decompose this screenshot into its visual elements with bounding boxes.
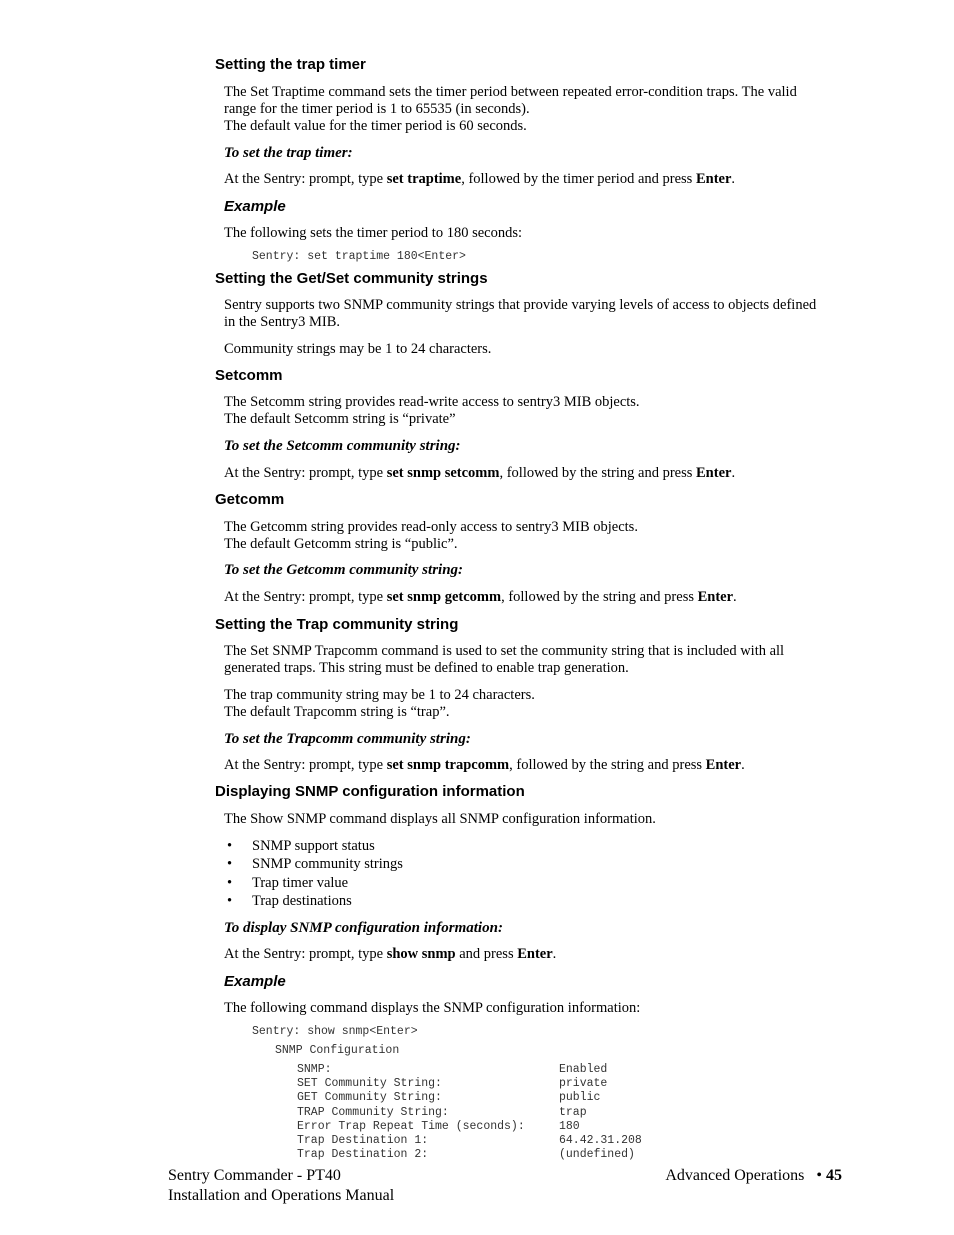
config-label: TRAP Community String: (297, 1105, 449, 1119)
paragraph-trapcomm-length: The trap community string may be 1 to 24 characters. (224, 687, 535, 703)
paragraph-traptime-line2: range for the timer period is 1 to 65535 (in seconds). (224, 101, 530, 117)
instruction-set-snmp-trapcomm: At the Sentry: prompt, type set snmp trapcomm, followed by the string and press Enter. (224, 757, 745, 773)
footer-product-name: Sentry Commander - PT40 (168, 1167, 341, 1184)
config-value: trap (559, 1105, 587, 1119)
code-snmp-config-title: SNMP Configuration (275, 1044, 400, 1057)
paragraph-community-line1: Sentry supports two SNMP community strings that provide varying levels of access to objects defined (224, 297, 817, 313)
heading-getcomm: Getcomm (215, 491, 285, 508)
command-set-snmp-trapcomm: set snmp trapcomm (386, 757, 510, 773)
heading-trap-community: Setting the Trap community string (215, 616, 459, 633)
table-row (297, 1106, 642, 1120)
config-value: Enabled (559, 1063, 608, 1076)
procedure-heading-getcomm: To set the Getcomm community string: (224, 562, 464, 578)
command-show-snmp: show snmp (386, 946, 456, 962)
instruction-set-traptime: At the Sentry: prompt, type set traptime, followed by the timer period and press Enter. (224, 171, 736, 187)
heading-trap-timer: Setting the trap timer (215, 56, 366, 73)
command-set-snmp-setcomm: set snmp setcomm (386, 465, 500, 481)
config-label: Error Trap Repeat Time (seconds): (297, 1119, 525, 1133)
paragraph-setcomm-line2: The default Setcomm string is “private” (224, 411, 456, 427)
config-value: 180 (559, 1119, 580, 1133)
footer-bullet: • (816, 1167, 822, 1184)
paragraph-trapcomm-line1: The Set SNMP Trapcomm command is used to set the community string that is included with all (224, 643, 785, 659)
key-enter: Enter (696, 465, 732, 481)
procedure-heading-setcomm: To set the Setcomm community string: (224, 438, 461, 454)
paragraph-trapcomm-line2: generated traps. This string must be defined to enable trap generation. (224, 660, 629, 676)
footer-chapter: Advanced Operations (665, 1167, 805, 1184)
example-text-traptime: The following sets the timer period to 180 seconds: (224, 225, 523, 241)
code-set-traptime: Sentry: set traptime 180<Enter> (252, 250, 466, 263)
instruction-set-snmp-setcomm: At the Sentry: prompt, type set snmp setcomm, followed by the string and press Enter. (224, 465, 736, 481)
footer-manual-title: Installation and Operations Manual (168, 1187, 395, 1204)
table-row (297, 1077, 642, 1091)
procedure-heading-trapcomm: To set the Trapcomm community string: (224, 731, 471, 747)
instruction-show-snmp: At the Sentry: prompt, type show snmp and press Enter. (224, 946, 557, 962)
instruction-set-snmp-getcomm: At the Sentry: prompt, type set snmp getcomm, followed by the string and press Enter. (224, 589, 737, 605)
paragraph-traptime-line1: The Set Traptime command sets the timer period between repeated error-condition traps. The valid (224, 84, 797, 100)
key-enter: Enter (697, 589, 734, 605)
list-item: • SNMP community strings (224, 855, 403, 873)
config-label: SET Community String: (297, 1077, 442, 1091)
config-value: 64.42.31.208 (559, 1134, 642, 1148)
table-row (297, 1091, 642, 1105)
key-enter: Enter (705, 757, 742, 773)
snmp-config-output (297, 1063, 642, 1162)
key-enter: Enter (695, 171, 732, 187)
footer-page-info (665, 1166, 842, 1186)
config-value: private (559, 1077, 608, 1091)
paragraph-show-snmp: The Show SNMP command displays all SNMP configuration information. (224, 811, 656, 827)
heading-display-snmp: Displaying SNMP configuration information (215, 783, 525, 800)
table-row (297, 1134, 642, 1148)
command-set-snmp-getcomm: set snmp getcomm (386, 589, 502, 605)
procedure-heading-trap-timer: To set the trap timer: (224, 145, 353, 161)
example-heading-show-snmp: Example (224, 973, 286, 990)
snmp-info-list (224, 837, 403, 910)
example-text-show-snmp: The following command displays the SNMP configuration information: (224, 1000, 641, 1016)
procedure-heading-display: To display SNMP configuration information: (224, 920, 503, 936)
config-label: SNMP: (297, 1063, 332, 1076)
paragraph-getcomm-line1: The Getcomm string provides read-only access to sentry3 MIB objects. (224, 519, 638, 535)
config-value: public (559, 1091, 601, 1105)
heading-getset-community: Setting the Get/Set community strings (215, 270, 488, 287)
paragraph-trapcomm-default: The default Trapcomm string is “trap”. (224, 704, 450, 720)
table-row (297, 1120, 642, 1134)
code-show-snmp: Sentry: show snmp<Enter> (252, 1025, 418, 1038)
list-item: • Trap destinations (224, 892, 403, 910)
config-label: Trap Destination 2: (297, 1148, 429, 1162)
heading-setcomm: Setcomm (215, 367, 283, 384)
config-label: GET Community String: (297, 1091, 442, 1105)
page-number: 45 (826, 1167, 842, 1184)
table-row (297, 1148, 642, 1162)
paragraph-setcomm-line1: The Setcomm string provides read-write access to sentry3 MIB objects. (224, 394, 640, 410)
example-heading-traptime: Example (224, 198, 286, 215)
config-value: (undefined) (559, 1148, 635, 1162)
paragraph-traptime-line3: The default value for the timer period is 60 seconds. (224, 118, 527, 134)
command-set-traptime: set traptime (386, 171, 462, 187)
list-item: • Trap timer value (224, 874, 403, 892)
paragraph-community-line2: in the Sentry3 MIB. (224, 314, 340, 330)
table-row (297, 1063, 642, 1077)
list-item: • SNMP support status (224, 837, 403, 855)
paragraph-getcomm-line2: The default Getcomm string is “public”. (224, 536, 458, 552)
config-label: Trap Destination 1: (297, 1134, 429, 1148)
key-enter: Enter (517, 946, 553, 962)
paragraph-community-length: Community strings may be 1 to 24 characters. (224, 341, 492, 357)
